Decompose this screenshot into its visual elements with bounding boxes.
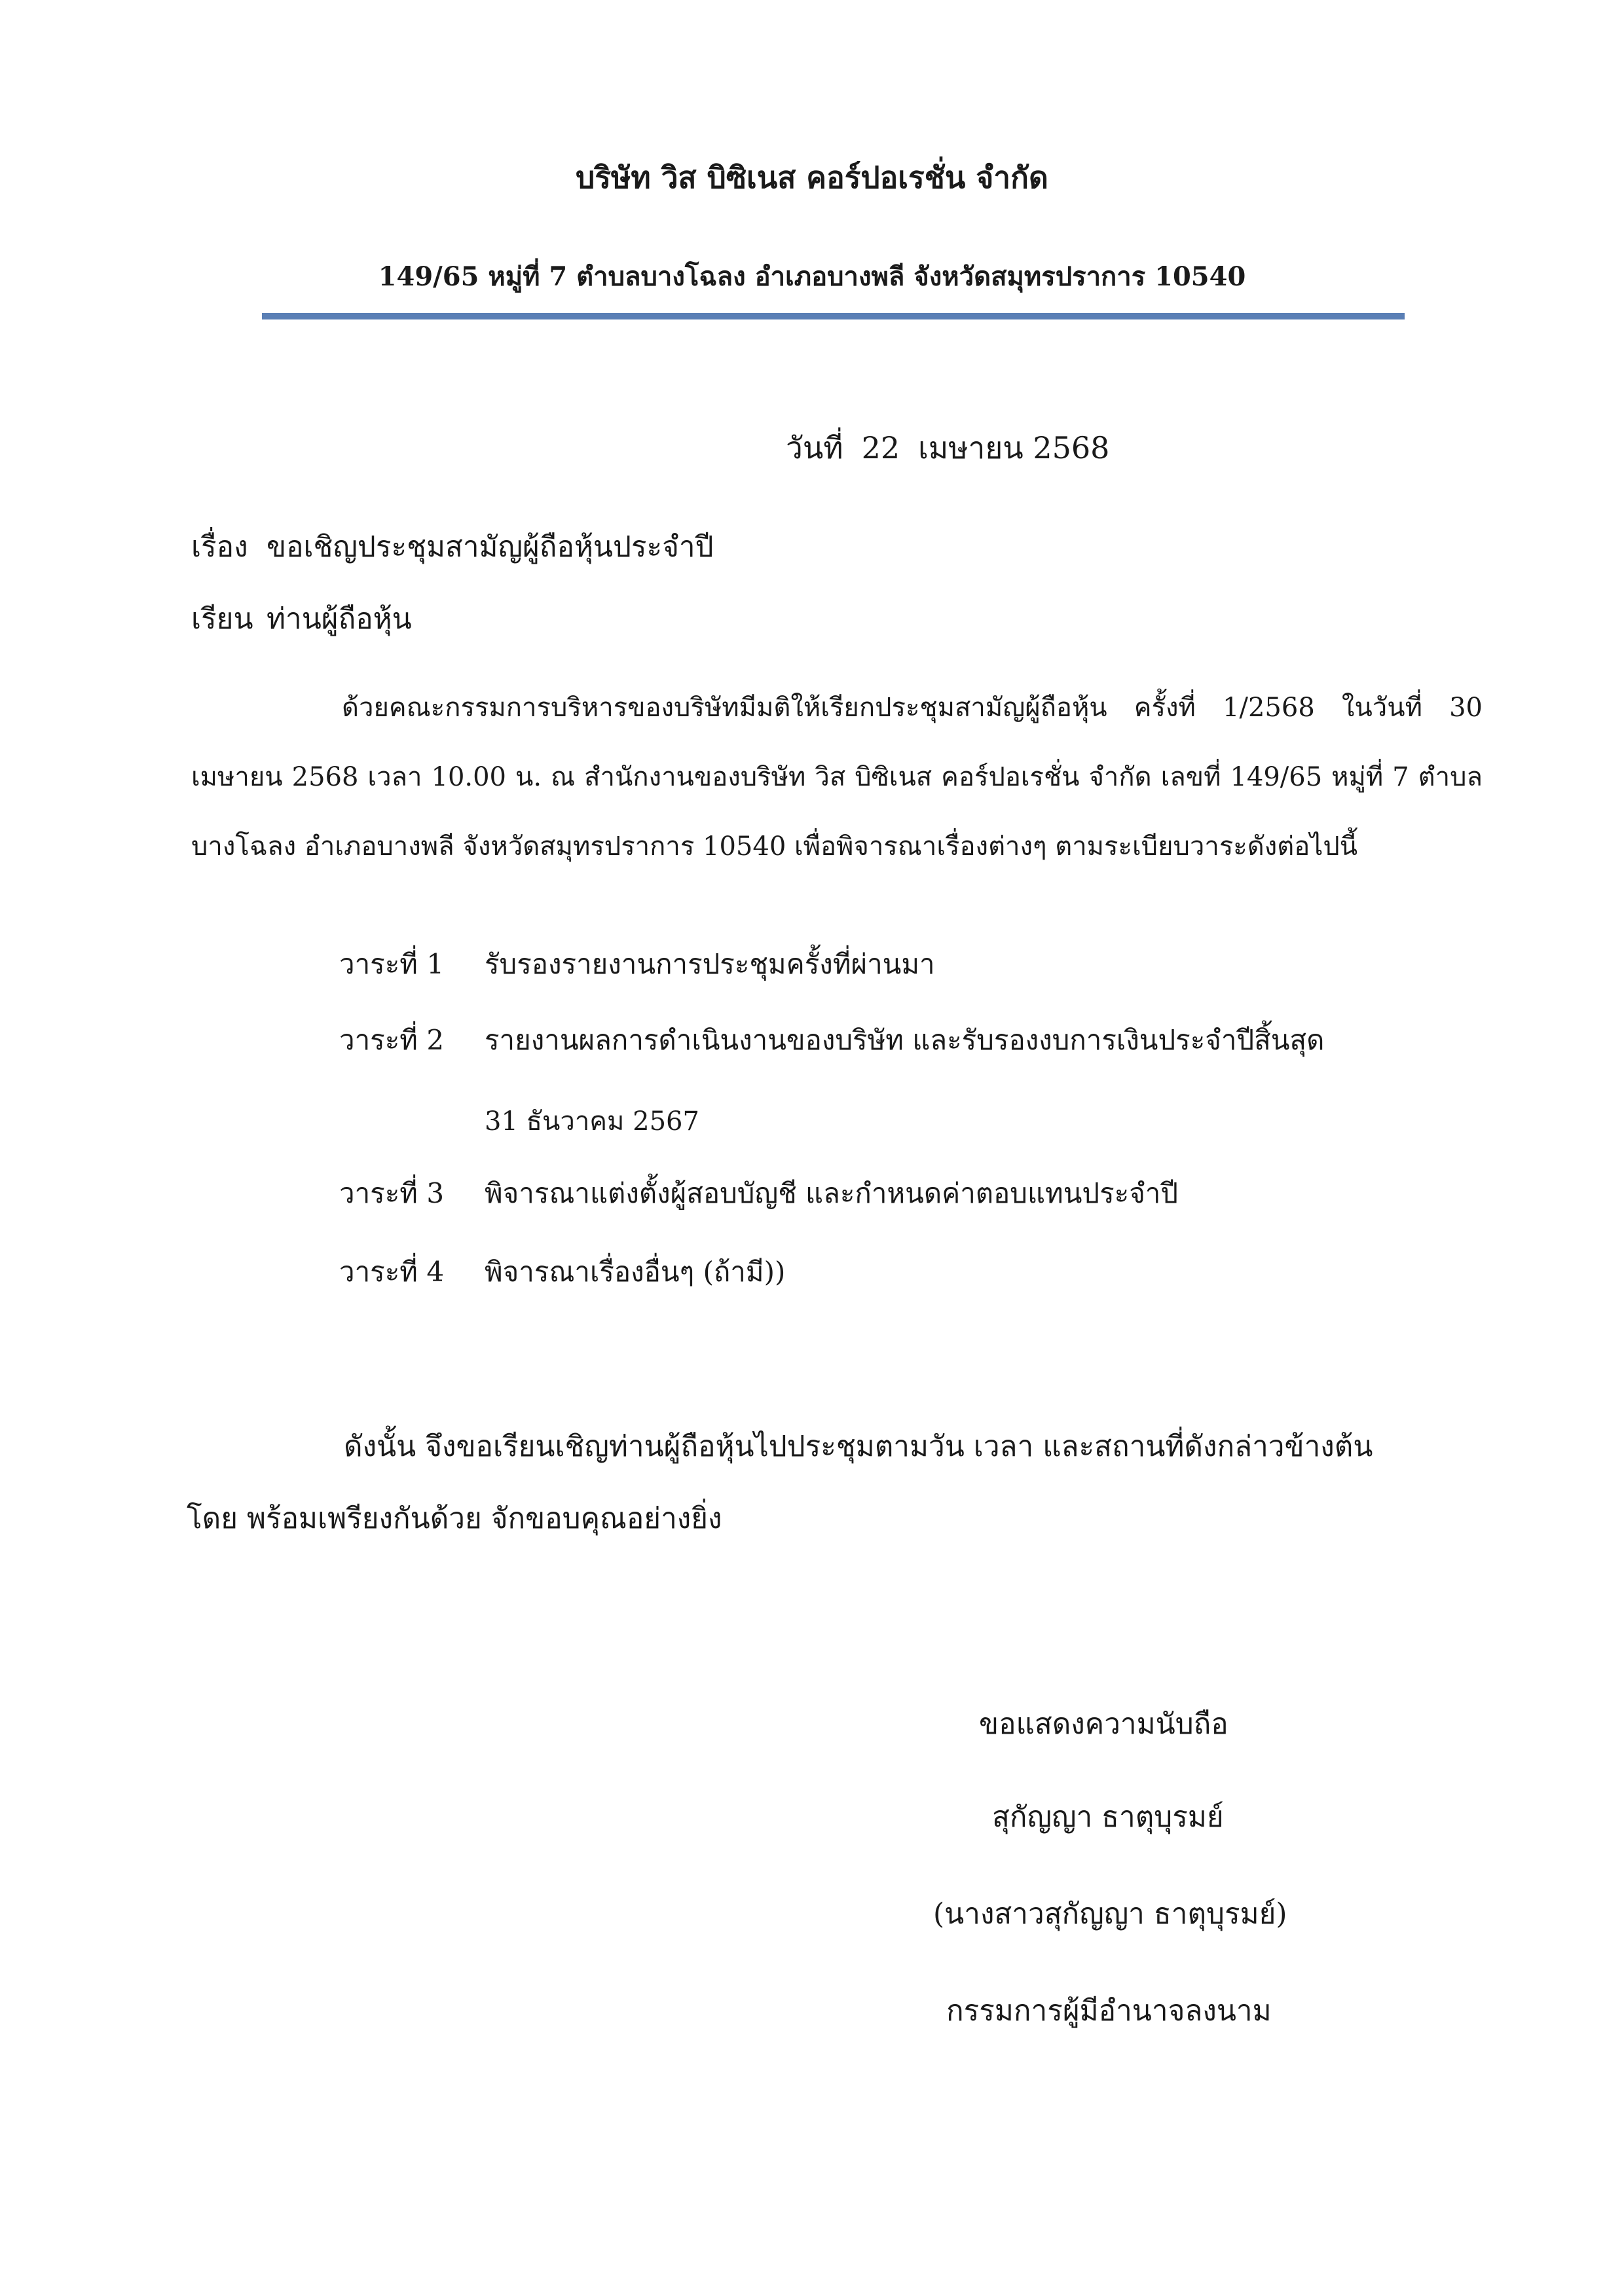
agenda-item bbox=[339, 1250, 785, 1294]
agenda-text: พิจารณาเรื่องอื่นๆ (ถ้ามี)) bbox=[485, 1256, 786, 1288]
agenda-number: วาระที่ 4 bbox=[339, 1256, 445, 1288]
agenda-continuation: 31 ธันวาคม 2567 bbox=[485, 1106, 699, 1137]
date-prefix: วันที่ bbox=[786, 430, 843, 465]
signatory-position: กรรมการผู้มีอำนาจลงนาม bbox=[946, 1994, 1272, 2028]
signatory-full-name: (นางสาวสุกัญญา ธาตุบุรมย์) bbox=[933, 1897, 1287, 1931]
body-paragraph: ด้วยคณะกรรมการบริหารของบริษัทมีมติให้เรียกประชุมสามัญผู้ถือหุ้น ครั้งที่ 1/2568 ในวันที่ 30 เมษายน 2568 เวลา 10.00 น. ณ สำนักงานของบริษัท วิส บิซิเนส คอร์ปอเรชั่น จำกัด เลขที่ 149/65 หมู่ที่ 7 ตำบลบางโฉลง อำเภอบางพลี จังหวัดสมุทรปราการ 10540 เพื่อพิจารณาเรื่องต่างๆ ตามระเบียบวาระดังต่อไปนี้ bbox=[191, 693, 1483, 862]
agenda-number: วาระที่ 2 bbox=[339, 1024, 445, 1056]
letter-date bbox=[786, 424, 1109, 472]
company-address: 149/65 หมู่ที่ 7 ตำบลบางโฉลง อำเภอบางพลี จังหวัดสมุทรปราการ 10540 bbox=[378, 261, 1246, 292]
agenda-text: รับรองรายงานการประชุมครั้งที่ผ่านมา bbox=[485, 948, 935, 980]
agenda-text: พิจารณาแต่งตั้งผู้สอบบัญชี และกำหนดค่าตอบแทนประจำปี bbox=[485, 1177, 1179, 1209]
recipient-label: เรียน bbox=[191, 602, 253, 636]
agenda-item bbox=[339, 1019, 1324, 1062]
closing-salutation: ขอแสดงความนับถือ bbox=[979, 1707, 1228, 1741]
agenda-item bbox=[339, 943, 935, 986]
signature-name: สุกัญญา ธาตุบุรมย์ bbox=[992, 1800, 1224, 1834]
recipient-line bbox=[191, 596, 412, 642]
subject-text: ขอเชิญประชุมสามัญผู้ถือหุ้นประจำปี bbox=[267, 530, 714, 564]
header-divider bbox=[262, 313, 1405, 319]
date-day: 22 bbox=[861, 430, 900, 465]
company-name: บริษัท วิส บิซิเนส คอร์ปอเรชั่น จำกัด bbox=[576, 160, 1048, 195]
agenda-number: วาระที่ 1 bbox=[339, 948, 445, 980]
subject-label: เรื่อง bbox=[191, 530, 248, 564]
agenda-text: รายงานผลการดำเนินงานของบริษัท และรับรองงบการเงินประจำปีสิ้นสุด bbox=[485, 1024, 1325, 1056]
subject-line bbox=[191, 524, 714, 570]
agenda-number: วาระที่ 3 bbox=[339, 1177, 445, 1209]
recipient-text: ท่านผู้ถือหุ้น bbox=[267, 602, 412, 636]
date-month-year: เมษายน 2568 bbox=[918, 430, 1110, 465]
closing-paragraph: ดังนั้น จึงขอเรียนเชิญท่านผู้ถือหุ้นไปประชุมตามวัน เวลา และสถานที่ดังกล่าวข้างต้นโดย พร้อมเพรียงกันด้วย จักขอบคุณอย่างยิ่ง bbox=[187, 1430, 1373, 1535]
agenda-item bbox=[339, 1172, 1178, 1215]
